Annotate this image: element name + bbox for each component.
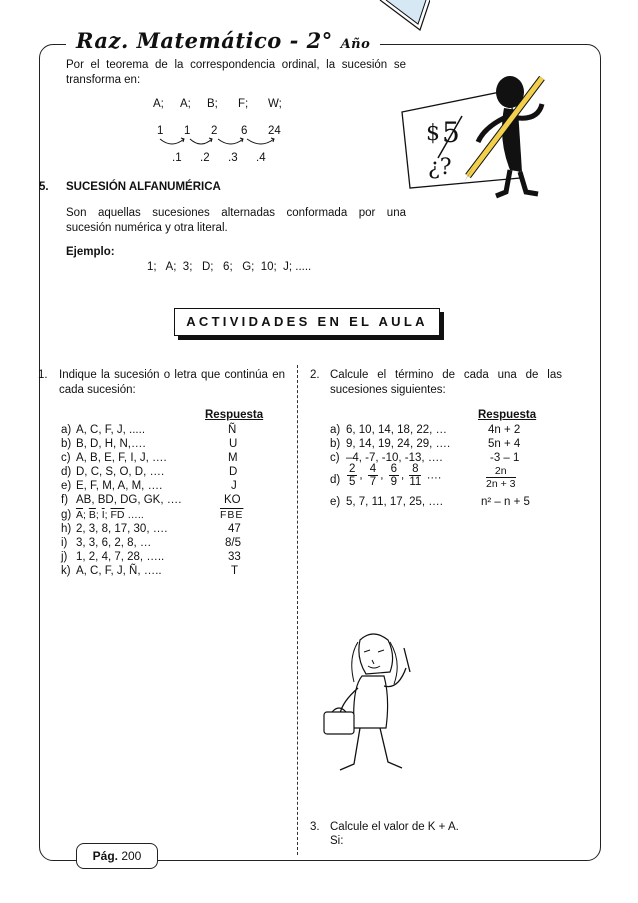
q1-item-seq: B, D, H, N,…. [76,438,146,450]
q2-item-e-answer: n² – n + 5 [481,496,530,508]
page-number-tab [76,843,158,869]
header-title: Raz. Matemático [76,28,282,53]
student-illustration [318,628,428,776]
fraction: $\frac{4}{7}$ [369,463,377,488]
fraction: $\frac{6}{9}$ [390,463,397,488]
q3-text-line2: Si: [330,835,344,847]
q1-item-label: k) [61,565,71,577]
q1-item-seq: D, C, S, O, D, …. [76,466,165,478]
intro-text-line2: transforma en: [66,74,141,86]
q2-item-seq: 6, 10, 14, 18, 22, … [346,424,448,436]
q2-item-e-seq: 5, 7, 11, 17, 25, …. [346,496,443,508]
q1-item-answer: 47 [228,523,241,535]
q1-item-label: g) [61,509,72,521]
q3-number: 3. [310,821,320,833]
q1-item-answer: 33 [228,551,241,563]
q2-item-label: b) [330,438,341,450]
q2-text-line1: Calcule el término de cada una de las [330,369,562,381]
header-grade: 2° [306,28,333,53]
q1-item-label: j) [61,551,68,563]
q2-number: 2. [310,369,320,381]
q1-item-seq: 2, 3, 8, 17, 30, …. [76,523,168,535]
multiplier-3: .3 [228,152,238,164]
q2-item-d-answer: $\frac{2n}{2n + 3}$ [486,465,516,490]
q1-item-seq: E, F, M, A, M, …. [76,480,163,492]
section5-title: SUCESIÓN ALFANUMÉRICA [66,181,221,193]
number-1a: 1 [157,125,164,137]
intro-text-line1: Por el teorema de la correspondencia ordinal, la sucesión se [66,59,406,71]
q1-item-label: d) [61,466,72,478]
multiplier-2: .2 [200,152,210,164]
q1-item-label: a) [61,424,72,436]
q1-item-label: h) [61,523,72,535]
example-sequence: 1; A; 3; D; 6; G; 10; J; ..... [147,261,312,273]
q2-item-label: c) [330,452,340,464]
q1-item-answer: M [228,452,238,464]
fraction: $\frac{8}{11}$ [409,463,422,488]
letter-A1: A; [153,98,164,110]
fraction: $\frac{2}{5}$ [349,463,356,488]
q1-item-answer: J [231,480,237,492]
q2-item-answer: 4n + 2 [488,424,521,436]
q1-item-label: f) [61,494,69,506]
section5-number: 5. [39,181,49,193]
q3-text-line1: Calcule el valor de K + A. [330,821,459,833]
q1-item-answer: T [231,565,239,577]
svg-text:¿?: ¿? [428,155,452,180]
example-label: Ejemplo: [66,246,115,258]
multiplier-1: .1 [172,152,182,164]
activities-title: ACTIVIDADES EN EL AULA [174,308,440,336]
q1-item-seq: A, C, F, J, ..... [76,424,146,436]
q1-item-answer: D [229,466,238,478]
page-label: Pág. [92,849,118,863]
page-header: Raz. Matemático - 2° Año [66,28,380,53]
q1-item-seq: A, C, F, J, Ñ, ….. [76,565,162,577]
q2-item-answer: 5n + 4 [488,438,521,450]
q1-answer-header: Respuesta [205,409,264,421]
q1-text-line1: Indique la sucesión o letra que continúa en [59,369,285,381]
svg-text:$: $ [426,121,440,146]
multiplier-4: .4 [256,152,266,164]
q1-item-label: b) [61,438,72,450]
number-24: 24 [268,125,281,137]
q1-item-seq: 3, 3, 6, 2, 8, … [76,537,152,549]
q1-item-answer: U [229,438,238,450]
q2-item-label: a) [330,424,341,436]
q1-item-seq: A, B, E, F, I, J, …. [76,452,167,464]
q2-text-line2: sucesiones siguientes: [330,384,446,396]
header-year: Año [340,37,371,52]
q1-item-answer: Ñ [228,424,237,436]
q1-item-label: i) [61,537,68,549]
q1-item-answer: 8/5 [225,537,241,549]
q1-item-label: e) [61,480,72,492]
q2-item-seq: –4, -7, -10, -13, …. [346,452,443,464]
q1-item-answer: KO [224,494,241,506]
q2-item-e-label: e) [330,496,341,508]
number-6: 6 [241,125,248,137]
q1-number: 1. [38,369,48,381]
q1-item-seq-overlined: $\overline{A}$; $\overline{B}$; $\overline{I}$; $\overline{FD}$ ….. [76,509,144,521]
teacher-pencil-illustration [392,70,557,200]
number-1b: 1 [184,125,191,137]
letter-A2: A; [180,98,191,110]
q1-item-answer: $\overline{FBE}$ [220,509,244,521]
q2-item-d-fractions: $\frac{2}{5}$ , $\frac{4}{7}$ , $\frac{6}{9}$ , $\frac{8}{11}$ …. [349,463,442,488]
q1-item-seq: AB, BD, DG, GK, …. [76,494,182,506]
q2-item-answer: -3 – 1 [490,452,520,464]
letter-W: W; [268,98,282,110]
section5-text-line2: sucesión numérica y otra literal. [66,222,228,234]
q2-item-d-label: d) [330,474,341,486]
q1-item-label: c) [61,452,71,464]
section5-text-line1: Son aquellas sucesiones alternadas conformada por una [66,207,406,219]
page-number: 200 [121,849,142,863]
letter-F: F; [238,98,249,110]
q2-answer-header: Respuesta [478,409,537,421]
column-divider [297,365,298,855]
q1-text-line2: cada sucesión: [59,384,136,396]
svg-text:5: 5 [442,116,460,149]
q1-item-seq: 1, 2, 4, 7, 28, ….. [76,551,165,563]
letter-B: B; [207,98,218,110]
q2-item-seq: 9, 14, 19, 24, 29, …. [346,438,451,450]
number-2: 2 [211,125,218,137]
